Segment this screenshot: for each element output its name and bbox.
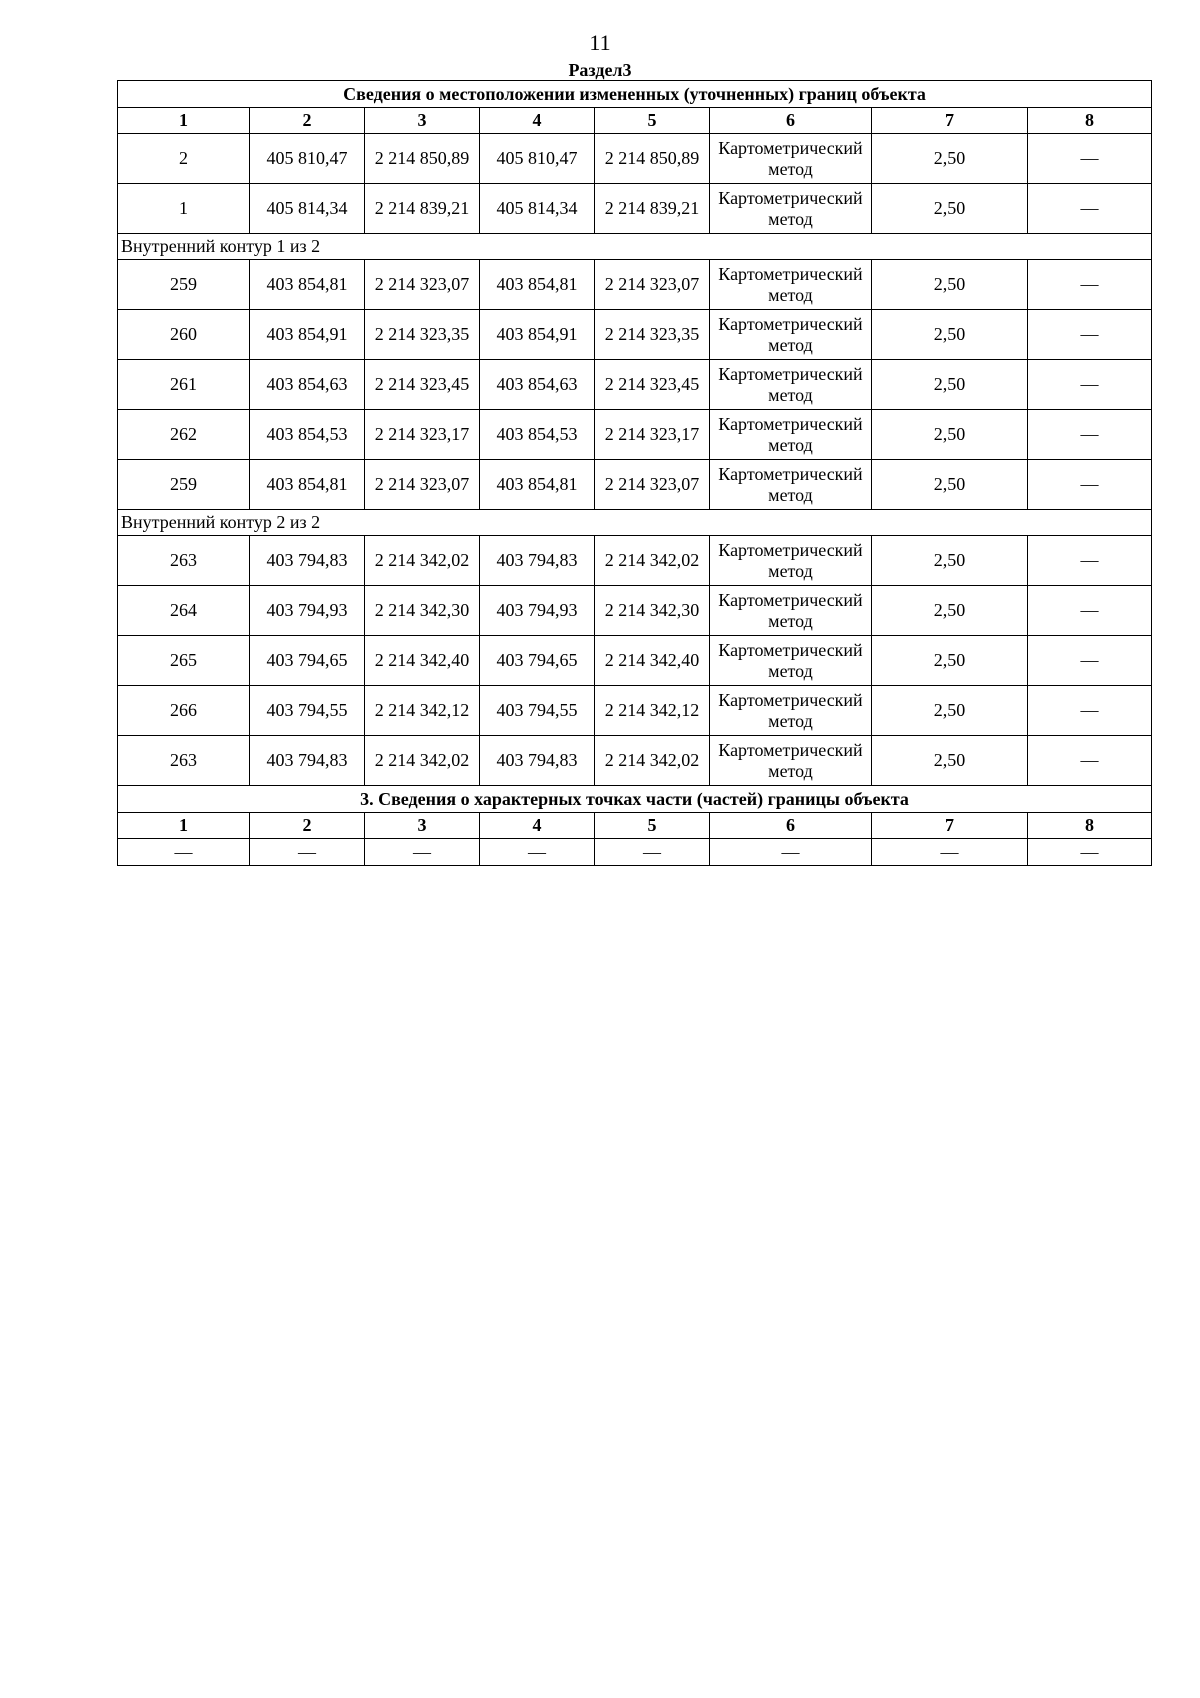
table-cell: 2 214 323,07 xyxy=(595,260,710,310)
table-cell: — xyxy=(1028,586,1152,636)
table-cell: 1 xyxy=(118,184,250,234)
table-cell: 403 854,81 xyxy=(250,460,365,510)
table-row xyxy=(118,636,1152,686)
table-cell: — xyxy=(872,839,1028,866)
table-cell: 403 854,81 xyxy=(480,260,595,310)
column-header: 7 xyxy=(872,108,1028,134)
table-cell: 264 xyxy=(118,586,250,636)
table-cell: 261 xyxy=(118,360,250,410)
section3-title: 3. Сведения о характерных точках части (частей) границы объекта xyxy=(118,786,1152,813)
table-cell: 2 214 342,40 xyxy=(365,636,480,686)
table-cell: Картометрический метод xyxy=(710,536,872,586)
table-cell: 2,50 xyxy=(872,134,1028,184)
table-cell: 2 214 342,02 xyxy=(595,536,710,586)
table-cell: — xyxy=(1028,686,1152,736)
column-header: 5 xyxy=(595,108,710,134)
table-cell: 265 xyxy=(118,636,250,686)
table-cell: — xyxy=(250,839,365,866)
table-cell: 2 214 839,21 xyxy=(595,184,710,234)
table-row xyxy=(118,360,1152,410)
column-header: 8 xyxy=(1028,813,1152,839)
table-cell: 403 794,83 xyxy=(250,736,365,786)
table-cell: 263 xyxy=(118,536,250,586)
table-cell: 263 xyxy=(118,736,250,786)
column-header: 4 xyxy=(480,813,595,839)
table-row xyxy=(118,686,1152,736)
table-cell: 2,50 xyxy=(872,360,1028,410)
section-title: Раздел3 xyxy=(568,60,632,80)
table-cell: 2,50 xyxy=(872,636,1028,686)
column-header: 5 xyxy=(595,813,710,839)
table-cell: Картометрический метод xyxy=(710,260,872,310)
table-cell: 2 214 850,89 xyxy=(365,134,480,184)
table-cell: 2 214 839,21 xyxy=(365,184,480,234)
table-cell: 2 214 342,02 xyxy=(595,736,710,786)
table-cell: Картометрический метод xyxy=(710,636,872,686)
table-cell: 403 794,83 xyxy=(480,736,595,786)
section3-empty-row xyxy=(118,839,1152,866)
page-number: 11 xyxy=(589,30,611,55)
table-cell: 403 854,81 xyxy=(480,460,595,510)
table-cell: — xyxy=(1028,536,1152,586)
table-cell: 403 794,55 xyxy=(250,686,365,736)
table-row xyxy=(118,410,1152,460)
section3-column-header-row xyxy=(118,813,1152,839)
table-cell: — xyxy=(1028,736,1152,786)
table-row xyxy=(118,536,1152,586)
column-header: 3 xyxy=(365,108,480,134)
table-cell: 259 xyxy=(118,260,250,310)
column-header: 8 xyxy=(1028,108,1152,134)
table-cell: 403 794,93 xyxy=(480,586,595,636)
table-cell: 2,50 xyxy=(872,310,1028,360)
table-cell: 403 794,83 xyxy=(250,536,365,586)
table-cell: 2,50 xyxy=(872,586,1028,636)
table-cell: 403 854,53 xyxy=(250,410,365,460)
contour-label-row xyxy=(118,234,1152,260)
contour-label-row xyxy=(118,510,1152,536)
table-cell: 2,50 xyxy=(872,536,1028,586)
table-title: Сведения о местоположении измененных (уточненных) границ объекта xyxy=(118,81,1152,108)
column-header: 1 xyxy=(118,813,250,839)
column-header: 4 xyxy=(480,108,595,134)
table-cell: Картометрический метод xyxy=(710,360,872,410)
table-cell: 403 794,65 xyxy=(480,636,595,686)
table-cell: 403 794,65 xyxy=(250,636,365,686)
column-header: 6 xyxy=(710,108,872,134)
table-cell: — xyxy=(480,839,595,866)
table-cell: 2 214 342,12 xyxy=(595,686,710,736)
table-cell: Картометрический метод xyxy=(710,184,872,234)
table-cell: — xyxy=(1028,839,1152,866)
table-cell: 2 214 342,30 xyxy=(365,586,480,636)
table-cell: — xyxy=(1028,184,1152,234)
table-cell: 403 794,93 xyxy=(250,586,365,636)
column-header: 1 xyxy=(118,108,250,134)
table-cell: 403 794,55 xyxy=(480,686,595,736)
table-cell: 2,50 xyxy=(872,686,1028,736)
column-header: 6 xyxy=(710,813,872,839)
table-cell: Картометрический метод xyxy=(710,686,872,736)
table-row xyxy=(118,736,1152,786)
table-cell: 2,50 xyxy=(872,460,1028,510)
table-cell: — xyxy=(1028,134,1152,184)
table-cell: 2 214 342,02 xyxy=(365,736,480,786)
table-cell: 2 214 323,35 xyxy=(595,310,710,360)
table-cell: 262 xyxy=(118,410,250,460)
table-cell: Картометрический метод xyxy=(710,460,872,510)
table-cell: 2 214 342,30 xyxy=(595,586,710,636)
table-cell: 403 854,63 xyxy=(250,360,365,410)
boundary-coordinates-table xyxy=(117,80,1152,866)
table-cell: Картометрический метод xyxy=(710,736,872,786)
column-header: 3 xyxy=(365,813,480,839)
table-title-row xyxy=(118,81,1152,108)
column-header: 7 xyxy=(872,813,1028,839)
table-cell: — xyxy=(1028,460,1152,510)
table-cell: 405 810,47 xyxy=(480,134,595,184)
table-cell: Картометрический метод xyxy=(710,310,872,360)
table-cell: 2,50 xyxy=(872,736,1028,786)
table-cell: 2 214 323,17 xyxy=(595,410,710,460)
table-cell: 2,50 xyxy=(872,410,1028,460)
table-cell: 405 810,47 xyxy=(250,134,365,184)
table-cell: 2 214 342,40 xyxy=(595,636,710,686)
table-cell: 2 214 323,07 xyxy=(365,460,480,510)
table-cell: 2 xyxy=(118,134,250,184)
table-cell: — xyxy=(595,839,710,866)
table-row xyxy=(118,260,1152,310)
table-cell: — xyxy=(1028,636,1152,686)
column-header-row xyxy=(118,108,1152,134)
table-cell: 2 214 323,07 xyxy=(365,260,480,310)
table-cell: 2 214 323,45 xyxy=(595,360,710,410)
table-cell: 403 854,81 xyxy=(250,260,365,310)
contour-label: Внутренний контур 1 из 2 xyxy=(118,234,1152,260)
table-cell: 2,50 xyxy=(872,260,1028,310)
table-cell: 2 214 323,17 xyxy=(365,410,480,460)
section3-title-row xyxy=(118,786,1152,813)
table-cell: 2,50 xyxy=(872,184,1028,234)
column-header: 2 xyxy=(250,813,365,839)
table-cell: — xyxy=(1028,310,1152,360)
table-cell: 403 794,83 xyxy=(480,536,595,586)
table-cell: — xyxy=(710,839,872,866)
table-cell: — xyxy=(118,839,250,866)
table-cell: 405 814,34 xyxy=(480,184,595,234)
table-cell: 405 814,34 xyxy=(250,184,365,234)
table-cell: — xyxy=(1028,260,1152,310)
table-cell: — xyxy=(1028,360,1152,410)
table-row xyxy=(118,184,1152,234)
table-cell: 403 854,53 xyxy=(480,410,595,460)
table-cell: 2 214 323,45 xyxy=(365,360,480,410)
table-row xyxy=(118,460,1152,510)
table-cell: Картометрический метод xyxy=(710,134,872,184)
table-cell: 2 214 323,35 xyxy=(365,310,480,360)
contour-label: Внутренний контур 2 из 2 xyxy=(118,510,1152,536)
table-cell: 2 214 342,02 xyxy=(365,536,480,586)
table-cell: Картометрический метод xyxy=(710,586,872,636)
table-row xyxy=(118,310,1152,360)
table-cell: 2 214 850,89 xyxy=(595,134,710,184)
table-cell: 403 854,91 xyxy=(250,310,365,360)
table-row xyxy=(118,586,1152,636)
table-cell: 266 xyxy=(118,686,250,736)
table-cell: Картометрический метод xyxy=(710,410,872,460)
table-cell: — xyxy=(1028,410,1152,460)
column-header: 2 xyxy=(250,108,365,134)
table-cell: — xyxy=(365,839,480,866)
table-cell: 260 xyxy=(118,310,250,360)
table-cell: 259 xyxy=(118,460,250,510)
table-row xyxy=(118,134,1152,184)
table-cell: 2 214 342,12 xyxy=(365,686,480,736)
table-cell: 2 214 323,07 xyxy=(595,460,710,510)
table-cell: 403 854,91 xyxy=(480,310,595,360)
table-cell: 403 854,63 xyxy=(480,360,595,410)
